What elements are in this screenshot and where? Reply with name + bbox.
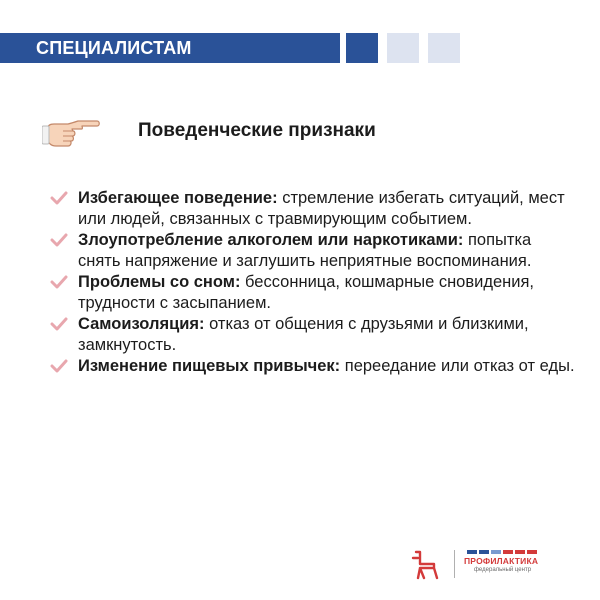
check-icon [50, 191, 68, 205]
item-text: попытка снять напряжение и заглушить неприятные воспоминания. [78, 231, 532, 270]
check-icon [50, 275, 68, 289]
header-square-light [387, 33, 419, 63]
item-term: Проблемы со сном: [78, 273, 241, 291]
chair-logo-icon [410, 548, 442, 580]
logo-stripes [467, 550, 560, 554]
symptom-list [48, 188, 578, 377]
header-square-dark [346, 33, 378, 63]
item-text: переедание или отказ от еды. [340, 357, 575, 375]
list-item [48, 230, 578, 272]
brand-name: ПРОФИЛАКТИКА [464, 556, 539, 566]
logo-divider [454, 550, 455, 578]
list-item [48, 188, 578, 230]
check-icon [50, 233, 68, 247]
item-text: стремление избегать ситуаций, мест или людей, связанных с травмирующим событием. [78, 189, 565, 228]
list-item [48, 314, 578, 356]
pointing-hand-icon [42, 116, 102, 148]
list-item [48, 356, 578, 377]
item-term: Злоупотребление алкоголем или наркотиками: [78, 231, 464, 249]
check-icon [50, 359, 68, 373]
item-term: Самоизоляция: [78, 315, 205, 333]
item-text: отказ от общения с друзьями и близкими, замкнутость. [78, 315, 529, 354]
brand-subtitle: федеральный центр [474, 567, 532, 573]
logo-text [464, 550, 560, 573]
header-square-light-2 [428, 33, 460, 63]
item-term: Избегающее поведение: [78, 189, 278, 207]
header-title: СПЕЦИАЛИСТАМ [36, 37, 192, 58]
footer-logo [410, 548, 560, 582]
header-bar [0, 33, 340, 63]
item-text: бессонница, кошмарные сновидения, трудности с засыпанием. [78, 273, 534, 312]
check-icon [50, 317, 68, 331]
list-item [48, 272, 578, 314]
section-title: Поведенческие признаки [138, 120, 376, 141]
item-term: Изменение пищевых привычек: [78, 357, 341, 375]
